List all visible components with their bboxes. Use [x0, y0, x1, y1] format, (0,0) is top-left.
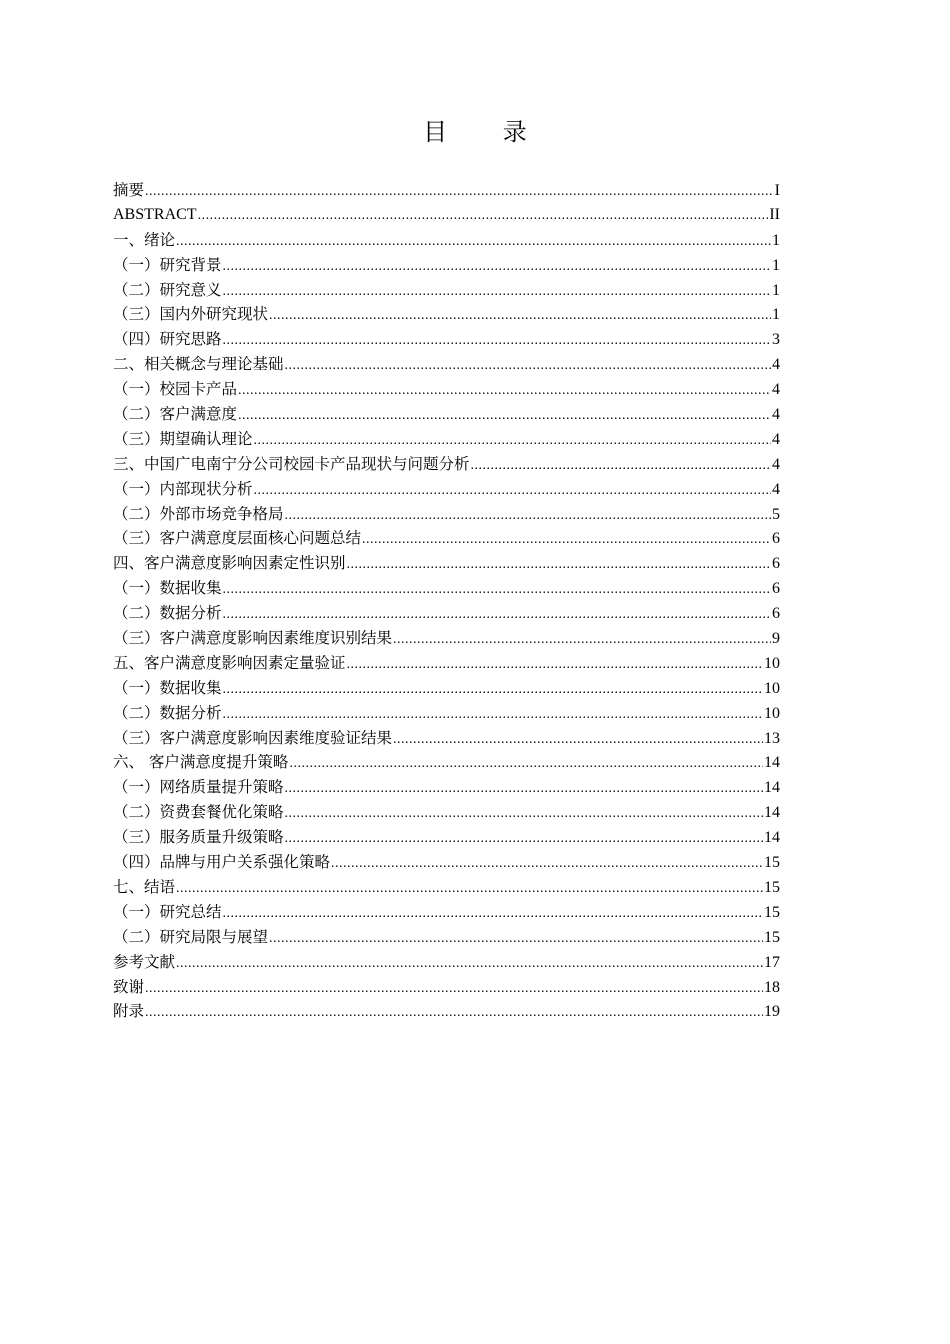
toc-entry[interactable]	[113, 203, 780, 228]
toc-entry-title: （三）国内外研究现状	[113, 305, 269, 324]
toc-dot-leader	[145, 977, 763, 1000]
toc-dot-leader	[347, 553, 771, 576]
toc-page-number: 5	[772, 505, 780, 523]
toc-page-number: 14	[764, 829, 780, 847]
toc-dot-leader	[223, 255, 771, 278]
toc-entry[interactable]	[113, 178, 780, 203]
toc-entry-title: （三）客户满意度层面核心问题总结	[113, 529, 362, 548]
toc-entry[interactable]	[113, 402, 780, 427]
toc-dot-leader	[223, 678, 763, 701]
toc-dot-leader	[362, 528, 771, 551]
toc-dot-leader	[269, 927, 763, 950]
toc-page-number: 10	[764, 704, 780, 722]
toc-page-number: 15	[764, 854, 780, 872]
toc-dot-leader	[471, 454, 771, 477]
toc-entry-title: 附录	[113, 1002, 145, 1021]
toc-entry[interactable]	[113, 651, 780, 676]
toc-dot-leader	[223, 603, 771, 626]
toc-entry-title: 七、结语	[113, 877, 176, 896]
toc-entry[interactable]	[113, 278, 780, 303]
toc-entry-title: （一）校园卡产品	[113, 380, 238, 399]
toc-page-number: 14	[764, 804, 780, 822]
toc-entry[interactable]	[113, 975, 780, 1000]
toc-page-number: II	[769, 205, 780, 223]
toc-dot-leader	[285, 354, 771, 377]
toc-entry-title: （一）网络质量提升策略	[113, 778, 284, 797]
toc-page-number: 15	[764, 903, 780, 921]
toc-dot-leader	[176, 952, 763, 975]
toc-entry[interactable]	[113, 676, 780, 701]
toc-page-number: 4	[772, 406, 780, 424]
toc-entry[interactable]	[113, 327, 780, 352]
toc-entry-title: （二）数据分析	[113, 703, 222, 722]
toc-entry-title: （一）研究背景	[113, 255, 222, 274]
toc-entry[interactable]	[113, 750, 780, 775]
toc-page-number: 1	[772, 256, 780, 274]
toc-entry[interactable]	[113, 925, 780, 950]
toc-entry[interactable]	[113, 950, 780, 975]
toc-entry-title: （二）数据分析	[113, 604, 222, 623]
toc-entry[interactable]	[113, 228, 780, 253]
toc-entry[interactable]	[113, 352, 780, 377]
toc-dot-leader	[176, 230, 771, 253]
toc-entry-title: （二）客户满意度	[113, 405, 238, 424]
toc-page-number: 19	[764, 1003, 780, 1021]
toc-entry-title: 六、 客户满意度提升策略	[113, 753, 289, 772]
toc-dot-leader	[238, 404, 771, 427]
toc-page-number: 4	[772, 356, 780, 374]
toc-page-number: 18	[764, 978, 780, 996]
toc-entry-title: （四）品牌与用户关系强化策略	[113, 853, 331, 872]
toc-page-number: 4	[772, 381, 780, 399]
toc-entry-title: （一）数据收集	[113, 678, 222, 697]
toc-entry-title: （二）外部市场竞争格局	[113, 504, 284, 523]
toc-page-number: 9	[772, 630, 780, 648]
toc-entry-title: （四）研究思路	[113, 330, 222, 349]
toc-entry-title: （一）内部现状分析	[113, 479, 253, 498]
toc-entry-title: （三）期望确认理论	[113, 429, 253, 448]
toc-page-number: 17	[764, 953, 780, 971]
toc-page-number: I	[774, 182, 780, 199]
toc-dot-leader	[347, 653, 763, 676]
toc-dot-leader	[285, 777, 763, 800]
toc-page-number: 10	[764, 679, 780, 697]
toc-entry[interactable]	[113, 775, 780, 800]
toc-page-number: 14	[764, 754, 780, 772]
toc-entry-title: （三）客户满意度影响因素维度识别结果	[113, 629, 393, 648]
toc-page-number: 15	[764, 878, 780, 896]
toc-entry-title: （二）研究意义	[113, 280, 222, 299]
toc-dot-leader	[285, 827, 763, 850]
toc-page-number: 6	[772, 605, 780, 623]
toc-dot-leader	[223, 902, 763, 925]
toc-entry[interactable]	[113, 999, 780, 1024]
toc-page-number: 1	[772, 231, 780, 249]
toc-entry-title: 三、中国广电南宁分公司校园卡产品现状与问题分析	[113, 454, 470, 473]
toc-page-number: 1	[772, 281, 780, 299]
toc-entry[interactable]	[113, 626, 780, 651]
toc-entry-title: （二）资费套餐优化策略	[113, 803, 284, 822]
toc-entry[interactable]	[113, 427, 780, 452]
toc-entry[interactable]	[113, 502, 780, 527]
toc-entry[interactable]	[113, 377, 780, 402]
toc-entry-title: （三）服务质量升级策略	[113, 828, 284, 847]
toc-entry[interactable]	[113, 701, 780, 726]
toc-entry[interactable]	[113, 526, 780, 551]
toc-entry[interactable]	[113, 900, 780, 925]
toc-entry[interactable]	[113, 551, 780, 576]
toc-page-number: 13	[764, 729, 780, 747]
toc-entry[interactable]	[113, 726, 780, 751]
toc-entry-title: 二、相关概念与理论基础	[113, 355, 284, 374]
toc-dot-leader	[331, 852, 763, 875]
toc-dot-leader	[223, 578, 771, 601]
toc-entry-title: 五、客户满意度影响因素定量验证	[113, 653, 346, 672]
toc-entry[interactable]	[113, 302, 780, 327]
toc-title: 目 录	[423, 118, 551, 146]
toc-page-number: 3	[772, 331, 780, 349]
toc-dot-leader	[254, 429, 771, 452]
toc-entry-title: 摘要	[113, 181, 145, 199]
toc-dot-leader	[198, 204, 769, 228]
toc-entry[interactable]	[113, 850, 780, 875]
toc-list	[113, 178, 780, 1024]
toc-page-number: 6	[772, 530, 780, 548]
toc-dot-leader	[285, 504, 771, 527]
toc-dot-leader	[254, 479, 771, 502]
toc-entry[interactable]	[113, 601, 780, 626]
toc-entry-title: 一、绪论	[113, 230, 176, 249]
toc-dot-leader	[145, 180, 774, 203]
toc-page-number: 10	[764, 654, 780, 672]
toc-page-number: 4	[772, 455, 780, 473]
toc-entry-title: （二）研究局限与展望	[113, 927, 269, 946]
toc-dot-leader	[223, 329, 771, 352]
toc-page-number: 14	[764, 779, 780, 797]
toc-entry[interactable]	[113, 825, 780, 850]
toc-dot-leader	[393, 628, 771, 651]
toc-page-number: 6	[772, 580, 780, 598]
toc-page-number: 15	[764, 928, 780, 946]
toc-entry-title: （一）研究总结	[113, 902, 222, 921]
toc-entry[interactable]	[113, 452, 780, 477]
toc-dot-leader	[285, 802, 763, 825]
toc-dot-leader	[145, 1001, 763, 1024]
toc-entry-title: （三）客户满意度影响因素维度验证结果	[113, 728, 393, 747]
toc-page-number: 4	[772, 430, 780, 448]
toc-dot-leader	[176, 877, 763, 900]
toc-entry[interactable]	[113, 875, 780, 900]
toc-entry[interactable]	[113, 477, 780, 502]
toc-entry[interactable]	[113, 576, 780, 601]
toc-entry-title: 参考文献	[113, 952, 176, 971]
toc-dot-leader	[223, 703, 763, 726]
toc-entry-title: 致谢	[113, 977, 145, 996]
toc-entry-title: 四、客户满意度影响因素定性识别	[113, 554, 346, 573]
toc-dot-leader	[393, 728, 763, 751]
toc-dot-leader	[289, 752, 763, 775]
toc-page-number: 6	[772, 555, 780, 573]
toc-dot-leader	[269, 304, 771, 327]
toc-dot-leader	[223, 280, 771, 303]
toc-page-number: 4	[772, 480, 780, 498]
toc-entry[interactable]	[113, 253, 780, 278]
toc-dot-leader	[238, 379, 771, 402]
toc-entry-title: ABSTRACT	[113, 205, 197, 223]
toc-entry[interactable]	[113, 800, 780, 825]
toc-entry-title: （一）数据收集	[113, 579, 222, 598]
toc-page-number: 1	[772, 306, 780, 324]
